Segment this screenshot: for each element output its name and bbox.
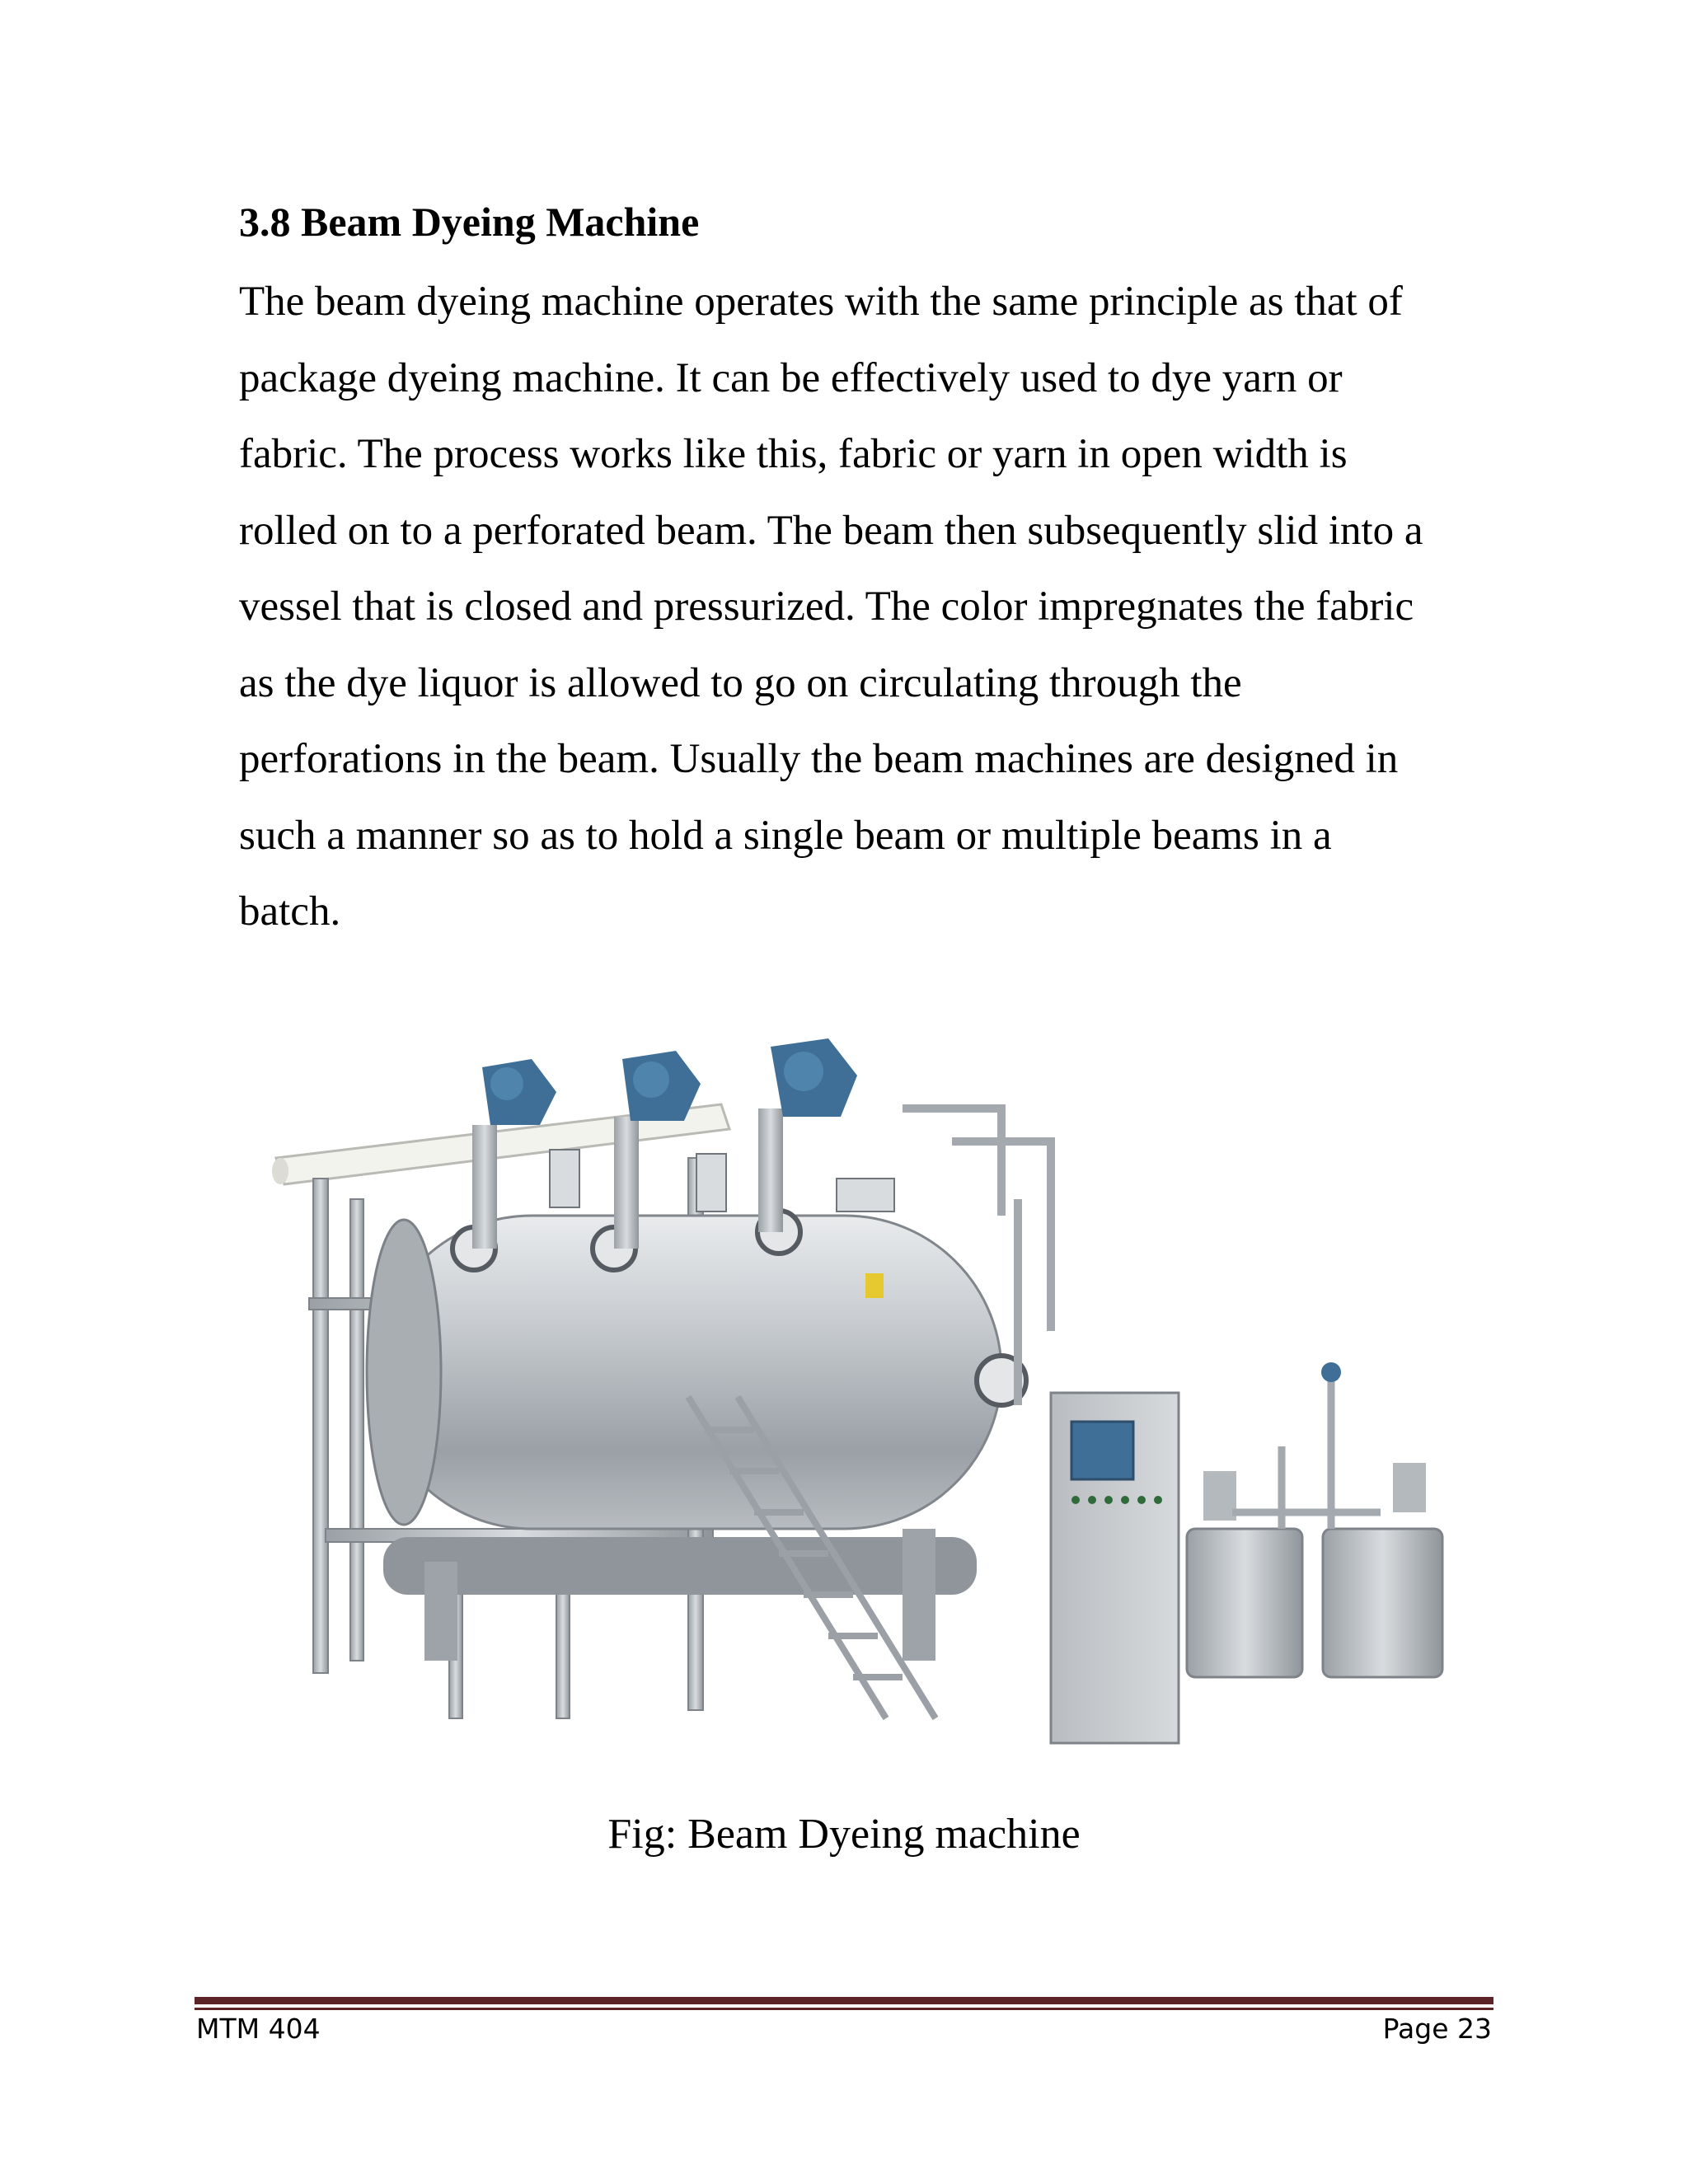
paragraph-line: such a manner so as to hold a single beam or multiple beams in a (239, 812, 1332, 859)
footer-divider (195, 1997, 1493, 2004)
control-cabinet (1051, 1393, 1179, 1743)
control-boxes (550, 1150, 894, 1212)
paragraph-line: as the dye liquor is allowed to go on circulating through the (239, 659, 1242, 706)
footer-divider-thin (195, 2008, 1493, 2010)
paragraph-line: The beam dyeing machine operates with the same principle as that of (239, 279, 1403, 325)
paragraph-line: package dyeing machine. It can be effectively used to dye yarn or (239, 354, 1343, 401)
body-paragraph (239, 264, 1423, 950)
course-code: MTM 404 (196, 2013, 321, 2045)
auxiliary-tanks (1187, 1362, 1442, 1677)
warning-label (865, 1273, 884, 1298)
paragraph-line: rolled on to a perforated beam. The beam then subsequently slid into a (239, 507, 1423, 554)
beam-dyeing-machine-figure (260, 1034, 1475, 1793)
figure-caption: Fig: Beam Dyeing machine (607, 1811, 1081, 1858)
paragraph-line: vessel that is closed and pressurized. The color impregnates the fabric (239, 583, 1414, 630)
paragraph-line: perforations in the beam. Usually the beam machines are designed in (239, 736, 1399, 782)
paragraph-line: fabric. The process works like this, fabric or yarn in open width is (239, 431, 1348, 477)
section-heading: 3.8 Beam Dyeing Machine (239, 199, 700, 245)
paragraph-line: batch. (239, 888, 341, 935)
page-number: Page 23 (1382, 2013, 1492, 2045)
dyeing-vessel (367, 1216, 1001, 1661)
